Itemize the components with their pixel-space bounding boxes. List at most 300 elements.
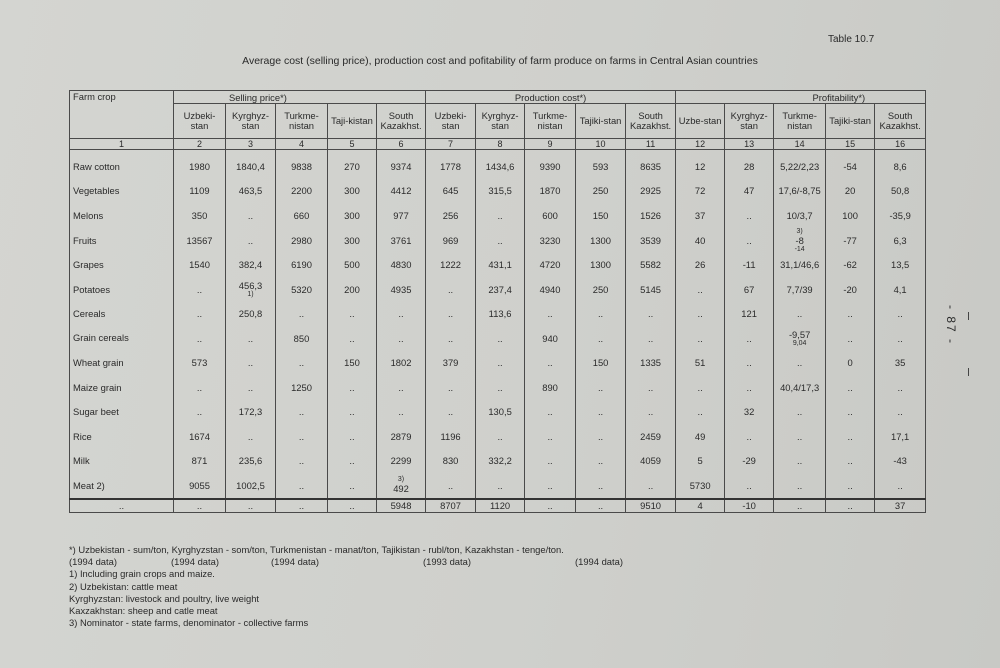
table-cell	[174, 351, 226, 376]
cell-value: ..	[847, 455, 853, 467]
cell-value: ..	[497, 332, 503, 344]
table-cell	[174, 473, 226, 499]
cell-value: ..	[847, 406, 853, 418]
table-row	[70, 228, 926, 253]
table-cell	[826, 253, 875, 278]
cell-value: 13567	[186, 234, 213, 246]
cell-value: ..	[746, 357, 752, 369]
cell-value: 4935	[390, 283, 412, 295]
footer-cell: ..	[774, 499, 826, 513]
cell-value: ..	[398, 381, 404, 393]
cell-value: -11	[742, 259, 756, 271]
table-cell	[774, 351, 826, 376]
table-cell	[626, 228, 676, 253]
cell-value: ..	[398, 332, 404, 344]
cell-value: 113,6	[488, 308, 512, 320]
cell-value: ..	[897, 308, 903, 320]
cell-value: 47	[743, 185, 755, 197]
table-cell	[626, 150, 676, 179]
table-cell	[476, 228, 525, 253]
table-row	[70, 179, 926, 204]
table-cell	[626, 277, 676, 302]
table-cell	[676, 424, 725, 449]
table-cell	[476, 473, 525, 499]
cell-value: ..	[897, 406, 903, 418]
cell-value: ..	[196, 332, 203, 344]
table-cell	[476, 351, 525, 376]
table-cell	[525, 150, 576, 179]
table-cell	[276, 375, 328, 400]
table-cell	[226, 302, 276, 327]
cell-note: 1)	[247, 291, 254, 299]
cell-note: -14	[794, 245, 805, 253]
table-cell	[525, 326, 576, 351]
table-cell	[476, 302, 525, 327]
cell-value: ..	[447, 381, 454, 393]
table-cell	[774, 424, 826, 449]
cell-value: ..	[847, 381, 853, 393]
cell-value: ..	[897, 332, 903, 344]
table-row	[70, 473, 926, 499]
cell-value: -54	[843, 160, 857, 172]
cell-value: 456,3	[238, 280, 263, 292]
country-header: South Kazakhst.	[377, 104, 426, 139]
table-cell	[875, 228, 926, 253]
cell-value: 9374	[390, 160, 412, 172]
column-number: 12	[676, 139, 725, 150]
table-cell	[525, 228, 576, 253]
column-number: 14	[774, 139, 826, 150]
footer-cell: ..	[826, 499, 875, 513]
country-header: Uzbeki-stan	[426, 104, 476, 139]
table-cell	[226, 277, 276, 302]
cell-value: 235,6	[238, 455, 263, 467]
cell-value: 250	[592, 283, 609, 295]
table-cell	[576, 203, 626, 228]
column-number: 6	[377, 139, 426, 150]
cell-value: 4830	[390, 259, 412, 271]
table-cell	[626, 253, 676, 278]
table-cell	[276, 203, 328, 228]
footnotes	[69, 544, 623, 630]
cell-value: 5	[697, 455, 703, 467]
crop-name: Vegetables	[70, 179, 174, 204]
table-cell	[875, 179, 926, 204]
cell-value: ..	[697, 406, 703, 418]
table-cell	[525, 179, 576, 204]
table-cell	[626, 179, 676, 204]
table-cell	[226, 179, 276, 204]
cell-value: 300	[344, 185, 360, 197]
table-cell	[276, 228, 328, 253]
table-cell	[725, 473, 774, 499]
table-cell	[174, 253, 226, 278]
cell-value: 593	[592, 160, 609, 172]
table-cell	[626, 302, 676, 327]
table-row	[70, 424, 926, 449]
crop-name: Cereals	[70, 302, 174, 327]
footnote-data-years	[69, 556, 623, 568]
table-cell	[826, 326, 875, 351]
cell-value: ..	[746, 332, 752, 344]
table-cell	[576, 302, 626, 327]
table-cell	[576, 326, 626, 351]
column-number: 5	[328, 139, 377, 150]
cell-value: ..	[847, 479, 853, 491]
table-cell	[875, 277, 926, 302]
table-cell	[826, 424, 875, 449]
footer-cell: ..	[226, 499, 276, 513]
data-table	[69, 90, 926, 513]
cell-value: ..	[298, 479, 305, 491]
table-cell	[174, 449, 226, 474]
table-cell	[676, 228, 725, 253]
cell-value: ..	[349, 332, 355, 344]
data-year: (1994 data)	[171, 556, 219, 568]
cell-value: 315,5	[488, 185, 512, 197]
table-cell	[875, 326, 926, 351]
cell-value: ..	[847, 430, 853, 442]
table-cell	[226, 375, 276, 400]
footer-cell: 8707	[426, 499, 476, 513]
table-cell	[426, 277, 476, 302]
table-cell	[725, 449, 774, 474]
cell-value: 1002,5	[236, 479, 265, 491]
table-cell	[276, 326, 328, 351]
table-cell	[725, 400, 774, 425]
table-cell	[774, 375, 826, 400]
table-cell	[826, 375, 875, 400]
cell-value: ..	[247, 332, 254, 344]
cell-value: ..	[547, 430, 553, 442]
cell-value: ..	[497, 479, 503, 491]
table-row	[70, 302, 926, 327]
cell-value: 4059	[640, 455, 662, 467]
cell-value: 1526	[640, 209, 662, 221]
table-cell	[276, 150, 328, 179]
table-cell	[875, 449, 926, 474]
cell-value: ..	[597, 381, 604, 393]
table-cell	[576, 449, 626, 474]
table-cell	[426, 302, 476, 327]
cell-value: 40,4/17,3	[780, 381, 820, 393]
table-cell	[875, 400, 926, 425]
footer-cell: ..	[70, 499, 174, 513]
table-cell	[576, 277, 626, 302]
table-cell	[725, 424, 774, 449]
cell-value: ..	[196, 406, 203, 418]
cell-value: 1434,6	[485, 160, 515, 172]
data-year: (1994 data)	[271, 556, 319, 568]
page-number-dash	[968, 312, 969, 320]
cell-value: ..	[298, 406, 305, 418]
cell-value: 51	[694, 357, 706, 369]
table-cell	[377, 400, 426, 425]
cell-value: ..	[398, 406, 404, 418]
cell-value: 20	[844, 185, 856, 197]
crop-name: Melons	[70, 203, 174, 228]
table-cell	[377, 253, 426, 278]
table-cell	[328, 302, 377, 327]
table-cell	[377, 375, 426, 400]
cell-value: 121	[741, 308, 757, 320]
table-cell	[576, 351, 626, 376]
cell-value: 17,1	[891, 430, 910, 442]
table-cell	[774, 228, 826, 253]
table-cell	[725, 375, 774, 400]
cell-value: 332,2	[488, 455, 512, 467]
table-cell	[328, 400, 377, 425]
table-cell	[525, 253, 576, 278]
column-number: 9	[525, 139, 576, 150]
cell-value: ..	[349, 406, 355, 418]
footnote-2c: Kaxzakhstan: sheep and catle meat	[69, 605, 218, 617]
cell-value: 5145	[640, 283, 662, 295]
table-cell	[774, 473, 826, 499]
table-cell	[676, 277, 725, 302]
table-cell	[875, 351, 926, 376]
country-header: Turkme-nistan	[774, 104, 826, 139]
cell-value: 250	[592, 185, 609, 197]
cell-value: ..	[746, 381, 752, 393]
cell-value: 172,3	[238, 406, 263, 418]
cell-value: ..	[497, 234, 503, 246]
cell-value: -62	[843, 259, 857, 271]
footnote-2b: Kyrghyzstan: livestock and poultry, live weight	[69, 592, 260, 604]
cell-value: 500	[344, 259, 360, 271]
table-cell	[328, 277, 377, 302]
table-cell	[676, 351, 725, 376]
table-cell	[476, 203, 525, 228]
table-row	[70, 253, 926, 278]
table-cell	[426, 228, 476, 253]
cell-value: 1840,4	[236, 160, 265, 172]
cell-value: 850	[293, 332, 310, 344]
table-cell	[377, 326, 426, 351]
table-row	[70, 449, 926, 474]
table-cell	[576, 400, 626, 425]
header-farm-crop: Farm crop	[70, 91, 174, 139]
column-number: 3	[226, 139, 276, 150]
table-cell	[226, 351, 276, 376]
footer-cell: 37	[875, 499, 926, 513]
cell-value: ..	[797, 357, 803, 369]
footer-cell: 5948	[377, 499, 426, 513]
cell-value: 871	[191, 455, 208, 467]
column-number: 8	[476, 139, 525, 150]
cell-value: ..	[797, 406, 803, 418]
cell-value: 1109	[189, 185, 210, 197]
table-cell	[377, 449, 426, 474]
cell-value: ..	[298, 357, 305, 369]
table-cell	[426, 449, 476, 474]
cell-value: 379	[442, 357, 459, 369]
table-cell	[774, 179, 826, 204]
cell-value: ..	[797, 430, 803, 442]
cell-value: ..	[797, 455, 803, 467]
cell-value: ..	[597, 406, 604, 418]
cell-value: 6,3	[893, 234, 907, 246]
data-year: (1994 data)	[575, 556, 623, 568]
crop-name: Rice	[70, 424, 174, 449]
crop-name: Grapes	[70, 253, 174, 278]
cell-value: 32	[743, 406, 755, 418]
country-header: Turkme-nistan	[276, 104, 328, 139]
cell-value: 31,1/46,6	[780, 259, 820, 271]
table-row	[70, 375, 926, 400]
cell-value: ..	[547, 479, 553, 491]
column-number: 16	[875, 139, 926, 150]
cell-value: 256	[442, 209, 459, 221]
cell-note: 3)	[796, 227, 803, 235]
cell-value: ..	[298, 308, 305, 320]
table-cell	[174, 302, 226, 327]
table-row	[70, 351, 926, 376]
cell-value: 2879	[390, 430, 412, 442]
table-cell	[626, 400, 676, 425]
table-cell	[525, 473, 576, 499]
table-cell	[576, 228, 626, 253]
column-number: 1	[70, 139, 174, 150]
cell-value: 9838	[291, 160, 312, 172]
table-cell	[725, 253, 774, 278]
table-cell	[328, 375, 377, 400]
cell-value: 1870	[539, 185, 561, 197]
table-cell	[174, 179, 226, 204]
cell-note: 3)	[397, 476, 405, 484]
table-cell	[626, 449, 676, 474]
cell-value: -29	[742, 455, 756, 467]
cell-value: 67	[743, 283, 755, 295]
table-cell	[476, 400, 525, 425]
cell-value: ..	[797, 479, 803, 491]
country-header: Kyrghyz-stan	[725, 104, 774, 139]
cell-value: 270	[344, 160, 360, 172]
table-cell	[174, 424, 226, 449]
table-cell	[774, 326, 826, 351]
table-cell	[426, 375, 476, 400]
cell-value: 130,5	[488, 406, 512, 418]
table-cell	[774, 150, 826, 179]
cell-value: ..	[746, 234, 752, 246]
table-cell	[328, 351, 377, 376]
cell-value: 1674	[189, 430, 210, 442]
table-title: Average cost (selling price), production cost and pofitability of farm produce on farms in Central Asian countries	[242, 55, 758, 67]
cell-value: ..	[897, 479, 903, 491]
table-cell	[725, 228, 774, 253]
footer-cell: ..	[174, 499, 226, 513]
cell-value: ..	[349, 430, 355, 442]
table-cell	[676, 179, 725, 204]
column-number: 15	[826, 139, 875, 150]
cell-value: -77	[843, 234, 857, 246]
cell-value: ..	[697, 308, 703, 320]
table-cell	[276, 424, 328, 449]
cell-value: ..	[597, 430, 604, 442]
country-header: Kyrghyz-stan	[226, 104, 276, 139]
table-cell	[328, 179, 377, 204]
table-cell	[826, 473, 875, 499]
table-cell	[276, 302, 328, 327]
cell-value: 150	[592, 357, 609, 369]
cell-value: 5730	[689, 479, 711, 491]
cell-value: ..	[597, 455, 604, 467]
table-cell	[476, 424, 525, 449]
cell-value: ..	[746, 209, 752, 221]
cell-value: 26	[694, 259, 706, 271]
cell-value: ..	[247, 381, 254, 393]
cell-value: 350	[191, 209, 208, 221]
cell-value: 5,22/2,23	[780, 160, 820, 172]
table-cell	[826, 277, 875, 302]
table-cell	[826, 400, 875, 425]
table-cell	[276, 253, 328, 278]
table-cell	[576, 473, 626, 499]
cell-value: 1980	[189, 160, 210, 172]
table-cell	[725, 326, 774, 351]
table-cell	[576, 424, 626, 449]
cell-value: ..	[647, 406, 654, 418]
cell-value: ..	[497, 381, 503, 393]
table-row	[70, 326, 926, 351]
cell-value: 1778	[440, 160, 461, 172]
cell-value: ..	[398, 308, 404, 320]
country-header: Uzbeki-stan	[174, 104, 226, 139]
table-cell	[377, 424, 426, 449]
cell-value: ..	[447, 283, 454, 295]
footer-cell: ..	[328, 499, 377, 513]
table-cell	[226, 424, 276, 449]
cell-value: 2459	[640, 430, 662, 442]
table-cell	[576, 150, 626, 179]
crop-name: Meat 2)	[70, 473, 174, 499]
cell-value: ..	[647, 308, 654, 320]
table-cell	[774, 449, 826, 474]
cell-value: ..	[247, 209, 254, 221]
cell-value: 5320	[291, 283, 312, 295]
table-cell	[377, 302, 426, 327]
table-cell	[826, 179, 875, 204]
table-cell	[875, 302, 926, 327]
table-cell	[377, 203, 426, 228]
table-row	[70, 150, 926, 179]
table-cell	[676, 400, 725, 425]
cell-value: -9,57	[788, 329, 811, 341]
table-cell	[226, 473, 276, 499]
table-cell	[426, 253, 476, 278]
cell-value: ..	[746, 430, 752, 442]
table-cell	[226, 449, 276, 474]
table-cell	[276, 400, 328, 425]
cell-value: 250,8	[238, 308, 263, 320]
cell-value: -35,9	[889, 209, 911, 221]
cell-value: ..	[697, 283, 703, 295]
table-cell	[875, 424, 926, 449]
cell-value: 1222	[440, 259, 461, 271]
table-cell	[174, 228, 226, 253]
cell-value: 5582	[640, 259, 662, 271]
cell-value: 8,6	[893, 160, 907, 172]
table-cell	[328, 473, 377, 499]
cell-value: 200	[344, 283, 360, 295]
table-cell	[676, 326, 725, 351]
cell-value: 492	[393, 483, 409, 495]
cell-value: ..	[597, 308, 604, 320]
header-profitability: Profitability*)	[676, 91, 926, 104]
table-cell	[426, 400, 476, 425]
table-cell	[426, 179, 476, 204]
cell-value: ..	[647, 332, 654, 344]
